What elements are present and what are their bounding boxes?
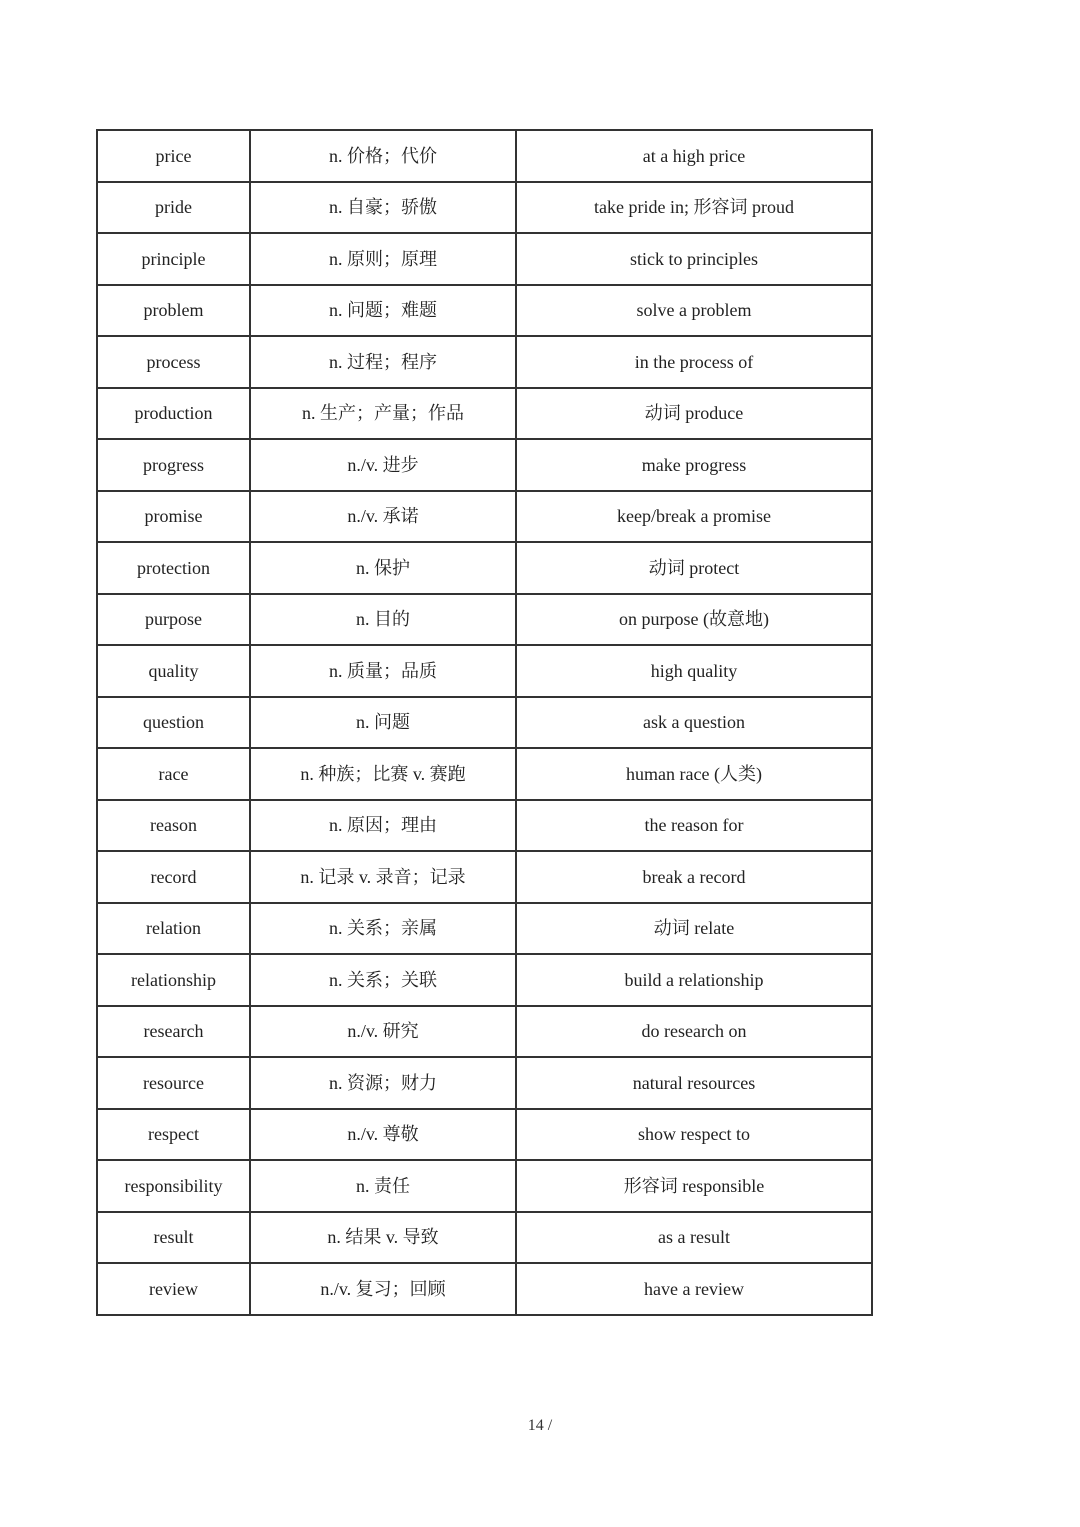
word-cell: responsibility — [97, 1160, 250, 1212]
meaning-cell: n./v. 复习；回顾 — [250, 1263, 516, 1315]
usage-cell: keep/break a promise — [516, 491, 872, 543]
usage-cell: take pride in; 形容词 proud — [516, 182, 872, 234]
table-row — [97, 233, 872, 285]
meaning-cell: n. 原因；理由 — [250, 800, 516, 852]
word-cell: relation — [97, 903, 250, 955]
usage-cell: human race (人类) — [516, 748, 872, 800]
meaning-cell: n. 保护 — [250, 542, 516, 594]
word-cell: respect — [97, 1109, 250, 1161]
usage-cell: 动词 relate — [516, 903, 872, 955]
meaning-cell: n. 生产；产量；作品 — [250, 388, 516, 440]
word-cell: price — [97, 130, 250, 182]
word-cell: progress — [97, 439, 250, 491]
meaning-cell: n. 原则；原理 — [250, 233, 516, 285]
table-row — [97, 1160, 872, 1212]
meaning-cell: n. 关系；亲属 — [250, 903, 516, 955]
table-row — [97, 594, 872, 646]
usage-cell: show respect to — [516, 1109, 872, 1161]
word-cell: principle — [97, 233, 250, 285]
table-row — [97, 491, 872, 543]
table-row — [97, 903, 872, 955]
table-row — [97, 697, 872, 749]
meaning-cell: n./v. 承诺 — [250, 491, 516, 543]
usage-cell: 动词 produce — [516, 388, 872, 440]
table-row — [97, 542, 872, 594]
table-row — [97, 285, 872, 337]
word-cell: resource — [97, 1057, 250, 1109]
meaning-cell: n. 种族；比赛 v. 赛跑 — [250, 748, 516, 800]
table-row — [97, 954, 872, 1006]
table-row — [97, 1109, 872, 1161]
table-row — [97, 1006, 872, 1058]
meaning-cell: n. 问题；难题 — [250, 285, 516, 337]
table-row — [97, 1263, 872, 1315]
vocabulary-table — [96, 129, 873, 1316]
usage-cell: 动词 protect — [516, 542, 872, 594]
meaning-cell: n. 质量；品质 — [250, 645, 516, 697]
usage-cell: the reason for — [516, 800, 872, 852]
usage-cell: do research on — [516, 1006, 872, 1058]
table-row — [97, 1057, 872, 1109]
word-cell: purpose — [97, 594, 250, 646]
usage-cell: stick to principles — [516, 233, 872, 285]
meaning-cell: n. 价格；代价 — [250, 130, 516, 182]
page-number: 14 / — [527, 1417, 553, 1434]
word-cell: race — [97, 748, 250, 800]
table-row — [97, 336, 872, 388]
word-cell: quality — [97, 645, 250, 697]
usage-cell: build a relationship — [516, 954, 872, 1006]
usage-cell: high quality — [516, 645, 872, 697]
meaning-cell: n. 目的 — [250, 594, 516, 646]
word-cell: review — [97, 1263, 250, 1315]
word-cell: process — [97, 336, 250, 388]
word-cell: question — [97, 697, 250, 749]
word-cell: record — [97, 851, 250, 903]
table-row — [97, 800, 872, 852]
meaning-cell: n./v. 进步 — [250, 439, 516, 491]
word-cell: reason — [97, 800, 250, 852]
word-cell: protection — [97, 542, 250, 594]
usage-cell: natural resources — [516, 1057, 872, 1109]
table-row — [97, 182, 872, 234]
table-row — [97, 1212, 872, 1264]
word-cell: relationship — [97, 954, 250, 1006]
table-row — [97, 645, 872, 697]
word-cell: promise — [97, 491, 250, 543]
meaning-cell: n. 结果 v. 导致 — [250, 1212, 516, 1264]
table-row — [97, 851, 872, 903]
meaning-cell: n./v. 研究 — [250, 1006, 516, 1058]
table-row — [97, 748, 872, 800]
vocabulary-table-body — [97, 130, 872, 1315]
meaning-cell: n. 资源；财力 — [250, 1057, 516, 1109]
usage-cell: make progress — [516, 439, 872, 491]
table-row — [97, 439, 872, 491]
meaning-cell: n. 责任 — [250, 1160, 516, 1212]
usage-cell: on purpose (故意地) — [516, 594, 872, 646]
meaning-cell: n./v. 尊敬 — [250, 1109, 516, 1161]
meaning-cell: n. 关系；关联 — [250, 954, 516, 1006]
meaning-cell: n. 记录 v. 录音；记录 — [250, 851, 516, 903]
meaning-cell: n. 过程；程序 — [250, 336, 516, 388]
usage-cell: in the process of — [516, 336, 872, 388]
word-cell: research — [97, 1006, 250, 1058]
meaning-cell: n. 自豪；骄傲 — [250, 182, 516, 234]
word-cell: production — [97, 388, 250, 440]
word-cell: problem — [97, 285, 250, 337]
word-cell: result — [97, 1212, 250, 1264]
usage-cell: as a result — [516, 1212, 872, 1264]
word-cell: pride — [97, 182, 250, 234]
usage-cell: have a review — [516, 1263, 872, 1315]
table-row — [97, 130, 872, 182]
usage-cell: solve a problem — [516, 285, 872, 337]
usage-cell: at a high price — [516, 130, 872, 182]
usage-cell: 形容词 responsible — [516, 1160, 872, 1212]
meaning-cell: n. 问题 — [250, 697, 516, 749]
usage-cell: break a record — [516, 851, 872, 903]
table-row — [97, 388, 872, 440]
usage-cell: ask a question — [516, 697, 872, 749]
